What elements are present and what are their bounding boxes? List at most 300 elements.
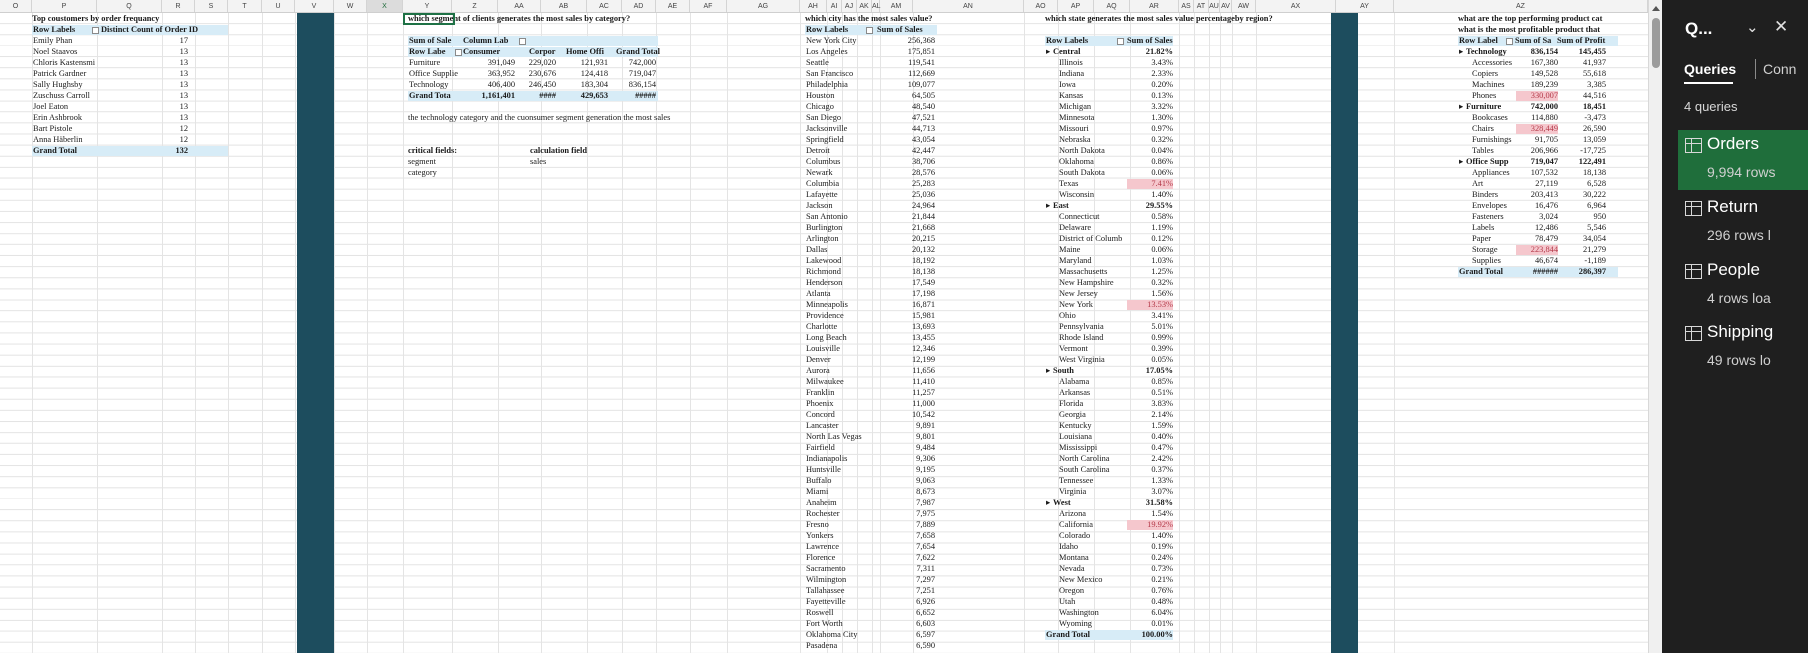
sales-value: 11,000 (912, 399, 935, 408)
filter-dropdown-icon[interactable] (1506, 38, 1513, 45)
collapse-icon[interactable]: ▸ (1046, 201, 1051, 210)
city-name: Tallahassee (806, 586, 845, 595)
city-name: Rochester (806, 509, 840, 518)
grid-line (1179, 13, 1180, 653)
column-header-s[interactable]: S (195, 0, 228, 13)
city-name: Lancaster (806, 421, 839, 430)
sales-value: 42,447 (911, 146, 935, 155)
profit-value: 55,618 (1582, 69, 1606, 78)
sales-value: 330,007 (1516, 91, 1558, 101)
grid-line (498, 13, 499, 653)
table-icon (1685, 264, 1702, 279)
profit-value: 950 (1593, 212, 1606, 221)
profit-value: 21,279 (1582, 245, 1606, 254)
collapse-icon[interactable]: ▸ (1459, 102, 1464, 111)
vertical-scrollbar[interactable] (1648, 0, 1662, 653)
city-name: Jacksonville (806, 124, 848, 133)
state-name: Maine (1059, 245, 1081, 254)
subcategory-name: Labels (1472, 223, 1495, 232)
column-header-az[interactable]: AZ (1394, 0, 1648, 13)
city-name: Charlotte (806, 322, 838, 331)
state-percent: 2.33% (1151, 69, 1173, 78)
chevron-down-icon[interactable]: ⌄ (1746, 19, 1759, 36)
subcategory-name: Phones (1472, 91, 1497, 100)
sales-value: 13,693 (911, 322, 935, 331)
sales-value: 27,119 (1535, 179, 1558, 188)
city-name: Detroit (806, 146, 830, 155)
state-name: North Carolina (1059, 454, 1110, 463)
order-count: 13 (179, 102, 188, 111)
state-name: New York (1059, 300, 1093, 309)
sales-value: 107,532 (1530, 168, 1558, 177)
state-name: District of Columb (1059, 234, 1123, 243)
grand-total-value: 1,161,401 (481, 91, 515, 100)
state-name: Massachusetts (1059, 267, 1108, 276)
sales-value: 64,505 (911, 91, 935, 100)
active-tab-underline (1684, 82, 1733, 84)
sales-value: 21,844 (911, 212, 935, 221)
column-header-w[interactable]: W (334, 0, 367, 13)
order-count: 13 (179, 80, 188, 89)
column-band (1331, 13, 1358, 653)
sales-value: 25,036 (911, 190, 935, 199)
sales-value: 20,215 (911, 234, 935, 243)
column-header-aa[interactable]: AA (498, 0, 541, 13)
grid-line (1394, 13, 1395, 653)
grid-line (656, 13, 657, 653)
sales-value: 7,622 (916, 553, 935, 562)
state-name: South Carolina (1059, 465, 1110, 474)
profit-value: 6,528 (1587, 179, 1606, 188)
state-percent: 0.37% (1151, 465, 1173, 474)
close-icon[interactable]: ✕ (1774, 17, 1789, 36)
state-name: Indiana (1059, 69, 1085, 78)
subcategory-name: Bookcases (1472, 113, 1508, 122)
table-icon (1685, 138, 1702, 153)
sales-value: 7,658 (916, 531, 935, 540)
column-header-grand-total: Grand Total (616, 47, 660, 56)
sales-value: 18,138 (911, 267, 935, 276)
city-name: Anaheim (806, 498, 837, 507)
sales-value: 48,540 (911, 102, 935, 111)
state-name: Kentucky (1059, 421, 1092, 430)
query-count: 4 queries (1684, 99, 1738, 114)
sales-value: 6,652 (916, 608, 935, 617)
grid-line (452, 13, 453, 653)
profit-value: 18,451 (1582, 102, 1606, 111)
profit-value: -3,473 (1584, 113, 1606, 122)
state-name: Washington (1059, 608, 1099, 617)
city-name: Fayetteville (806, 597, 846, 606)
filter-dropdown-icon[interactable] (92, 27, 99, 34)
column-header-ap[interactable]: AP (1058, 0, 1094, 13)
tab-connections[interactable]: Conn (1763, 61, 1797, 77)
city-name: Lawrence (806, 542, 840, 551)
selected-cell[interactable] (403, 13, 455, 25)
city-name: San Antonio (806, 212, 848, 221)
customer-name: Joel Eaton (33, 102, 69, 111)
grid-line (403, 13, 404, 653)
state-name: New Hampshire (1059, 278, 1114, 287)
grid-line (541, 13, 542, 653)
sales-value: 742,000 (628, 58, 656, 67)
query-item-return[interactable] (1678, 193, 1808, 253)
column-header-af[interactable]: AF (690, 0, 727, 13)
grand-total-sales: ###### (1532, 267, 1558, 276)
column-header-au[interactable]: AU (1209, 0, 1220, 13)
state-percent: 0.21% (1151, 575, 1173, 584)
state-percent: 0.01% (1151, 619, 1173, 628)
state-percent: 0.99% (1151, 333, 1173, 342)
sales-value: 78,479 (1534, 234, 1558, 243)
sales-value: 406,400 (487, 80, 515, 89)
sales-value: 9,195 (916, 465, 935, 474)
subcategory-name: Appliances (1472, 168, 1510, 177)
state-name: Nevada (1059, 564, 1085, 573)
column-header-ag[interactable]: AG (727, 0, 800, 13)
state-percent: 0.12% (1151, 234, 1173, 243)
city-name: Arlington (806, 234, 839, 243)
sales-value: 25,283 (911, 179, 935, 188)
column-header-am[interactable]: AM (880, 0, 913, 13)
column-header-ak[interactable]: AK (857, 0, 872, 13)
column-header-ab[interactable]: AB (541, 0, 587, 13)
city-name: Phoenix (806, 399, 834, 408)
state-name: West Virginia (1059, 355, 1105, 364)
scroll-up-icon[interactable] (1652, 6, 1660, 11)
state-percent: 0.51% (1151, 388, 1173, 397)
sales-value: 24,964 (911, 201, 935, 210)
order-count: 17 (179, 36, 188, 45)
query-item-shipping[interactable] (1678, 318, 1808, 378)
profit-value: 145,455 (1578, 47, 1606, 56)
state-name: Michigan (1059, 102, 1092, 111)
column-header-ao[interactable]: AO (1024, 0, 1058, 13)
state-name: Mississippi (1059, 443, 1098, 452)
state-percent: 1.59% (1151, 421, 1173, 430)
state-percent: 1.40% (1151, 531, 1173, 540)
sales-value: 7,311 (916, 564, 935, 573)
city-name: Newark (806, 168, 833, 177)
collapse-icon[interactable]: ▸ (1046, 366, 1051, 375)
grid-line (800, 13, 801, 653)
column-header-x[interactable]: X (367, 0, 403, 13)
grid-line (1232, 13, 1233, 653)
state-name: Delaware (1059, 223, 1092, 232)
grid-line (690, 13, 691, 653)
grid-line (1194, 13, 1195, 653)
sales-value: 246,450 (528, 80, 556, 89)
pivot-row-labels-header: Row Labels (1046, 36, 1089, 45)
sales-value: 109,077 (907, 80, 935, 89)
sales-value: 9,484 (916, 443, 935, 452)
sales-value: 91,705 (1534, 135, 1558, 144)
state-name: Maryland (1059, 256, 1092, 265)
pivot-row-labels-header: Row Labels (33, 25, 76, 34)
sales-value: 20,132 (911, 245, 935, 254)
state-percent: 0.19% (1151, 542, 1173, 551)
state-name: Montana (1059, 553, 1089, 562)
query-rows: 49 rows lo (1707, 352, 1771, 368)
customer-name: Sally Hughsby (33, 80, 83, 89)
state-percent: 0.05% (1151, 355, 1173, 364)
grand-total-label: Grand Total (1459, 267, 1503, 276)
column-header-ae[interactable]: AE (656, 0, 690, 13)
column-header-aw[interactable]: AW (1232, 0, 1256, 13)
sales-value: 11,656 (912, 366, 935, 375)
grid-line (1220, 13, 1221, 653)
collapse-icon[interactable]: ▸ (1046, 47, 1051, 56)
city-name: Long Beach (806, 333, 847, 342)
city-name: Fresno (806, 520, 829, 529)
pivot-question: which state generates the most sales value percentageby region? (1045, 14, 1273, 23)
state-name: Idaho (1059, 542, 1079, 551)
grid-line (262, 13, 263, 653)
city-name: Houston (806, 91, 835, 100)
order-count: 13 (179, 91, 188, 100)
column-header-y[interactable]: Y (403, 0, 452, 13)
city-name: Denver (806, 355, 831, 364)
sales-value: 6,926 (916, 597, 935, 606)
collapse-icon[interactable]: ▸ (1459, 157, 1464, 166)
sales-value: 18,192 (911, 256, 935, 265)
grid-line (622, 13, 623, 653)
city-name: New York City (806, 36, 857, 45)
scroll-thumb[interactable] (1652, 18, 1660, 68)
sales-value: 7,889 (916, 520, 935, 529)
region-percent: 17.05% (1145, 366, 1173, 375)
state-percent: 1.54% (1151, 509, 1173, 518)
grid-line (1256, 13, 1257, 653)
filter-dropdown-icon[interactable] (1117, 38, 1124, 45)
state-name: Pennsylvania (1059, 322, 1104, 331)
state-percent: 0.13% (1151, 91, 1173, 100)
sales-value: 6,590 (916, 641, 935, 650)
sales-value: 6,597 (916, 630, 935, 639)
state-name: Florida (1059, 399, 1084, 408)
sales-value: 7,297 (916, 575, 935, 584)
pivot-title: Top coustomers by order frequancy (32, 14, 160, 23)
calculation-field-label: calculation field (530, 146, 587, 155)
profit-value: 18,138 (1582, 168, 1606, 177)
state-percent: 0.86% (1151, 157, 1173, 166)
query-item-orders[interactable] (1678, 130, 1808, 190)
sales-value: 16,476 (1534, 201, 1558, 210)
state-name: Texas (1059, 179, 1079, 188)
column-header-aq[interactable]: AQ (1094, 0, 1130, 13)
sales-value: 167,380 (1530, 58, 1558, 67)
sales-value: 119,541 (908, 58, 935, 67)
state-percent: 0.32% (1151, 135, 1173, 144)
collapse-icon[interactable]: ▸ (1046, 498, 1051, 507)
pivot-value-header: Sum of Sa (1515, 36, 1552, 45)
city-name: Pasadena (806, 641, 838, 650)
filter-dropdown-icon[interactable] (866, 27, 873, 34)
column-header-ai[interactable]: AI (827, 0, 842, 13)
sales-value: 43,054 (911, 135, 935, 144)
profit-value: 34,054 (1582, 234, 1606, 243)
state-name: Vermont (1059, 344, 1088, 353)
city-name: Milwaukee (806, 377, 844, 386)
region-percent: 29.55% (1145, 201, 1173, 210)
city-name: Atlanta (806, 289, 831, 298)
pivot-question: what is the most profitable product that (1458, 25, 1601, 34)
pane-title: Q... (1685, 19, 1713, 38)
city-name: Columbus (806, 157, 841, 166)
sales-value: 21,668 (911, 223, 935, 232)
subcategory-name: Supplies (1472, 256, 1501, 265)
sales-value: 7,987 (916, 498, 935, 507)
column-header-p[interactable]: P (32, 0, 97, 13)
category-name: Furniture (1466, 102, 1502, 111)
column-header-an[interactable]: AN (913, 0, 1024, 13)
city-name: Philadelphia (806, 80, 848, 89)
column-header-v[interactable]: V (295, 0, 334, 13)
city-name: Providence (806, 311, 844, 320)
city-name: Wilmington (806, 575, 847, 584)
state-percent: 1.56% (1151, 289, 1173, 298)
sales-value: 6,603 (916, 619, 935, 628)
sales-value: 114,880 (1531, 113, 1558, 122)
critical-field: segment (408, 157, 436, 166)
pivot-question: which city has the most sales value? (805, 14, 933, 23)
order-count: 13 (179, 47, 188, 56)
column-header-ar[interactable]: AR (1130, 0, 1179, 13)
city-name: Concord (806, 410, 835, 419)
column-header-ac[interactable]: AC (587, 0, 622, 13)
column-header-z[interactable]: Z (452, 0, 498, 13)
state-name: Nebraska (1059, 135, 1091, 144)
column-header-al[interactable]: AL (872, 0, 880, 13)
sales-value: 149,528 (1530, 69, 1558, 78)
query-rows: 9,994 rows (1707, 164, 1776, 180)
column-header-at[interactable]: AT (1194, 0, 1209, 13)
sales-value: 742,000 (1530, 102, 1558, 111)
profit-value: 13,059 (1582, 135, 1606, 144)
grid-line (97, 13, 98, 653)
state-name: North Dakota (1059, 146, 1105, 155)
sales-value: 10,542 (911, 410, 935, 419)
filter-dropdown-icon[interactable] (455, 49, 462, 56)
sales-value: 719,047 (1530, 157, 1558, 166)
city-name: San Diego (806, 113, 842, 122)
region-name: West (1053, 498, 1071, 507)
column-header-u[interactable]: U (262, 0, 295, 13)
column-header-ad[interactable]: AD (622, 0, 656, 13)
grid-line (727, 13, 728, 653)
profit-value: -1,189 (1584, 256, 1606, 265)
column-header-q[interactable]: Q (97, 0, 162, 13)
state-percent: 1.40% (1151, 190, 1173, 199)
city-name: Florence (806, 553, 836, 562)
order-count: 13 (179, 113, 188, 122)
subcategory-name: Envelopes (1472, 201, 1507, 210)
city-name: Buffalo (806, 476, 832, 485)
pivot-column-labels-header: Column Lab (463, 36, 509, 45)
state-percent: 0.04% (1151, 146, 1173, 155)
grid-line (1024, 13, 1025, 653)
column-header-r[interactable]: R (162, 0, 195, 13)
subcategory-name: Machines (1472, 80, 1505, 89)
region-percent: 21.82% (1145, 47, 1173, 56)
filter-dropdown-icon[interactable] (519, 38, 526, 45)
city-name: Oklahoma City (806, 630, 858, 639)
column-header-av[interactable]: AV (1220, 0, 1232, 13)
order-count: 13 (179, 69, 188, 78)
pivot-value-header: Distinct Count of Order ID (101, 25, 199, 34)
calculation-field: sales (530, 157, 547, 166)
critical-field: category (408, 168, 437, 177)
city-name: San Francisco (806, 69, 854, 78)
sales-value: 836,154 (1530, 47, 1558, 56)
query-item-people[interactable] (1678, 256, 1808, 316)
pivot-question: which segment of clients generates the most sales by category? (408, 14, 631, 23)
state-percent: 0.24% (1151, 553, 1173, 562)
state-percent: 3.41% (1151, 311, 1173, 320)
sales-value: 175,851 (907, 47, 935, 56)
state-percent: 2.14% (1151, 410, 1173, 419)
city-name: Lafayette (806, 190, 838, 199)
sales-value: 189,239 (1530, 80, 1558, 89)
subcategory-name: Storage (1472, 245, 1498, 254)
column-header-as[interactable]: AS (1179, 0, 1194, 13)
sales-value: 7,654 (916, 542, 935, 551)
column-header-row (0, 0, 1648, 13)
state-name: California (1059, 520, 1093, 529)
city-name: Huntsville (806, 465, 841, 474)
category-name: Technology (1466, 47, 1507, 56)
collapse-icon[interactable]: ▸ (1459, 47, 1464, 56)
city-name: Columbia (806, 179, 840, 188)
subcategory-name: Tables (1472, 146, 1494, 155)
tab-queries[interactable]: Queries (1684, 61, 1737, 77)
subcategory-name: Accessories (1472, 58, 1512, 67)
state-name: Alabama (1059, 377, 1090, 386)
state-percent: 0.06% (1151, 245, 1173, 254)
region-name: East (1053, 201, 1069, 210)
sales-value: 256,368 (907, 36, 935, 45)
city-name: Lakewood (806, 256, 842, 265)
state-name: Tennessee (1059, 476, 1094, 485)
state-name: Connecticut (1059, 212, 1100, 221)
column-header-ax[interactable]: AX (1256, 0, 1336, 13)
grand-total-label: Grand Total (33, 146, 77, 155)
sales-value: 17,549 (911, 278, 935, 287)
state-percent: 1.25% (1151, 267, 1173, 276)
state-percent: 6.04% (1151, 608, 1173, 617)
column-header-ah[interactable]: AH (800, 0, 827, 13)
column-header-aj[interactable]: AJ (842, 0, 857, 13)
column-header-o[interactable]: O (0, 0, 32, 13)
customer-name: Anna Häberlin (33, 135, 83, 144)
state-name: Missouri (1059, 124, 1089, 133)
sales-value: 328,449 (1516, 124, 1558, 134)
city-name: Louisville (806, 344, 840, 353)
sales-value: 12,199 (911, 355, 935, 364)
city-name: Minneapolis (806, 300, 848, 309)
city-name: Roswell (806, 608, 834, 617)
region-name: South (1053, 366, 1074, 375)
pivot-value-header: Sum of Profit (1557, 36, 1606, 45)
sales-value: 15,981 (911, 311, 935, 320)
column-header-t[interactable]: T (228, 0, 262, 13)
city-name: Fairfield (806, 443, 835, 452)
state-name: New Jersey (1059, 289, 1098, 298)
query-name: People (1707, 260, 1760, 279)
column-header-ay[interactable]: AY (1336, 0, 1394, 13)
subcategory-name: Binders (1472, 190, 1499, 199)
city-name: Burlington (806, 223, 843, 232)
